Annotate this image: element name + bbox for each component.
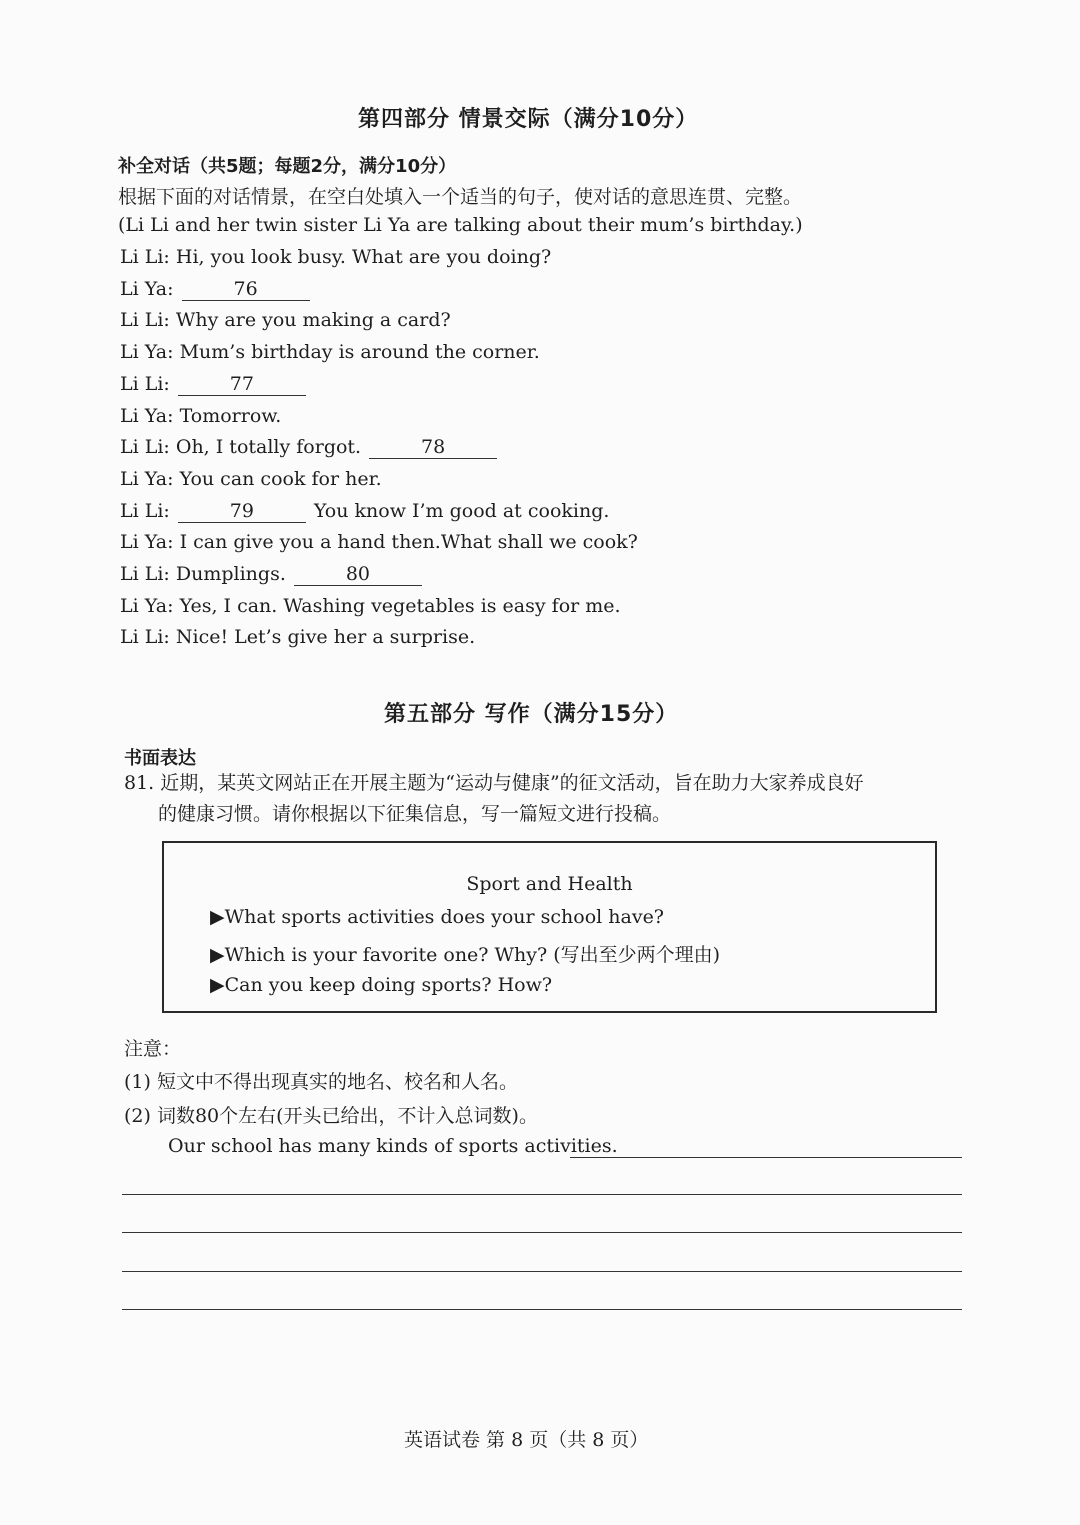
dialogue-line (120, 563, 424, 586)
answer-blank[interactable]: 77 (178, 373, 306, 396)
page-footer: 英语试卷 第 8 页（共 8 页） (404, 1429, 649, 1451)
dialogue-line: Li Ya: Mum’s birthday is around the corner. (120, 341, 540, 364)
answer-blank[interactable]: 78 (369, 436, 497, 459)
answer-line[interactable] (122, 1309, 962, 1310)
part4-title: 第四部分 情景交际（满分10分） (358, 107, 699, 132)
dialogue-context: (Li Li and her twin sister Li Ya are talking about their mum’s birthday.) (118, 214, 803, 236)
answer-blank[interactable]: 76 (182, 278, 310, 301)
dialogue-line: Li Ya: I can give you a hand then.What shall we cook? (120, 531, 638, 554)
answer-line[interactable] (122, 1232, 962, 1233)
writing-prompt-box (162, 841, 937, 1013)
dialogue-line: Li Li: Nice! Let’s give her a surprise. (120, 626, 476, 649)
prompt-item-3: ▶Can you keep doing sports? How? (210, 974, 553, 996)
prompt-item-1: ▶What sports activities does your school have? (210, 906, 664, 928)
note-1: (1) 短文中不得出现真实的地名、校名和人名。 (124, 1071, 518, 1093)
dialogue-line: Li Ya: Tomorrow. (120, 404, 282, 427)
answer-blank[interactable]: 79 (178, 500, 306, 523)
answer-line[interactable] (122, 1271, 962, 1272)
question-81-line1: 81. 近期，某英文网站正在开展主题为“运动与健康”的征文活动，旨在助力大家养成良好 (124, 772, 864, 794)
prompt-box-title: Sport and Health (466, 873, 633, 895)
part4-subtitle: 补全对话（共5题；每题2分，满分10分） (118, 156, 457, 177)
part4-instruction: 根据下面的对话情景，在空白处填入一个适当的句子，使对话的意思连贯、完整。 (118, 186, 803, 208)
dialogue-line: Li Ya: You can cook for her. (120, 467, 382, 490)
question-81-line2: 的健康习惯。请你根据以下征集信息，写一篇短文进行投稿。 (158, 803, 672, 825)
dialogue-speaker-text: Li Li: Oh, I totally forgot. (120, 436, 368, 459)
prompt-item-2: ▶Which is your favorite one? Why? (写出至少两个理由) (210, 944, 721, 966)
notes-label: 注意： (124, 1038, 182, 1060)
essay-opening: Our school has many kinds of sports activities. (168, 1135, 618, 1157)
part5-subtitle: 书面表达 (124, 748, 196, 769)
dialogue-line (120, 373, 308, 396)
dialogue-line: Li Ya: Yes, I can. Washing vegetables is easy for me. (120, 594, 621, 617)
dialogue-line (120, 278, 312, 301)
answer-line[interactable] (570, 1157, 962, 1158)
answer-blank[interactable]: 80 (294, 563, 422, 586)
dialogue-after-blank: You know I’m good at cooking. (307, 499, 610, 522)
note-2: (2) 词数80个左右(开头已给出，不计入总词数)。 (124, 1105, 538, 1127)
dialogue-speaker-text: Li Li: Dumplings. (120, 563, 292, 585)
dialogue-line: Li Li: Hi, you look busy. What are you doing? (120, 246, 552, 268)
dialogue-line (120, 500, 609, 523)
part5-title: 第五部分 写作（满分15分） (384, 702, 679, 727)
dialogue-speaker-text: Li Li: (120, 372, 176, 395)
dialogue-line (120, 436, 499, 459)
dialogue-speaker-text: Li Li: (120, 499, 176, 522)
dialogue-speaker-text: Li Ya: (120, 277, 180, 300)
answer-line[interactable] (122, 1194, 962, 1195)
dialogue-line: Li Li: Why are you making a card? (120, 309, 451, 332)
